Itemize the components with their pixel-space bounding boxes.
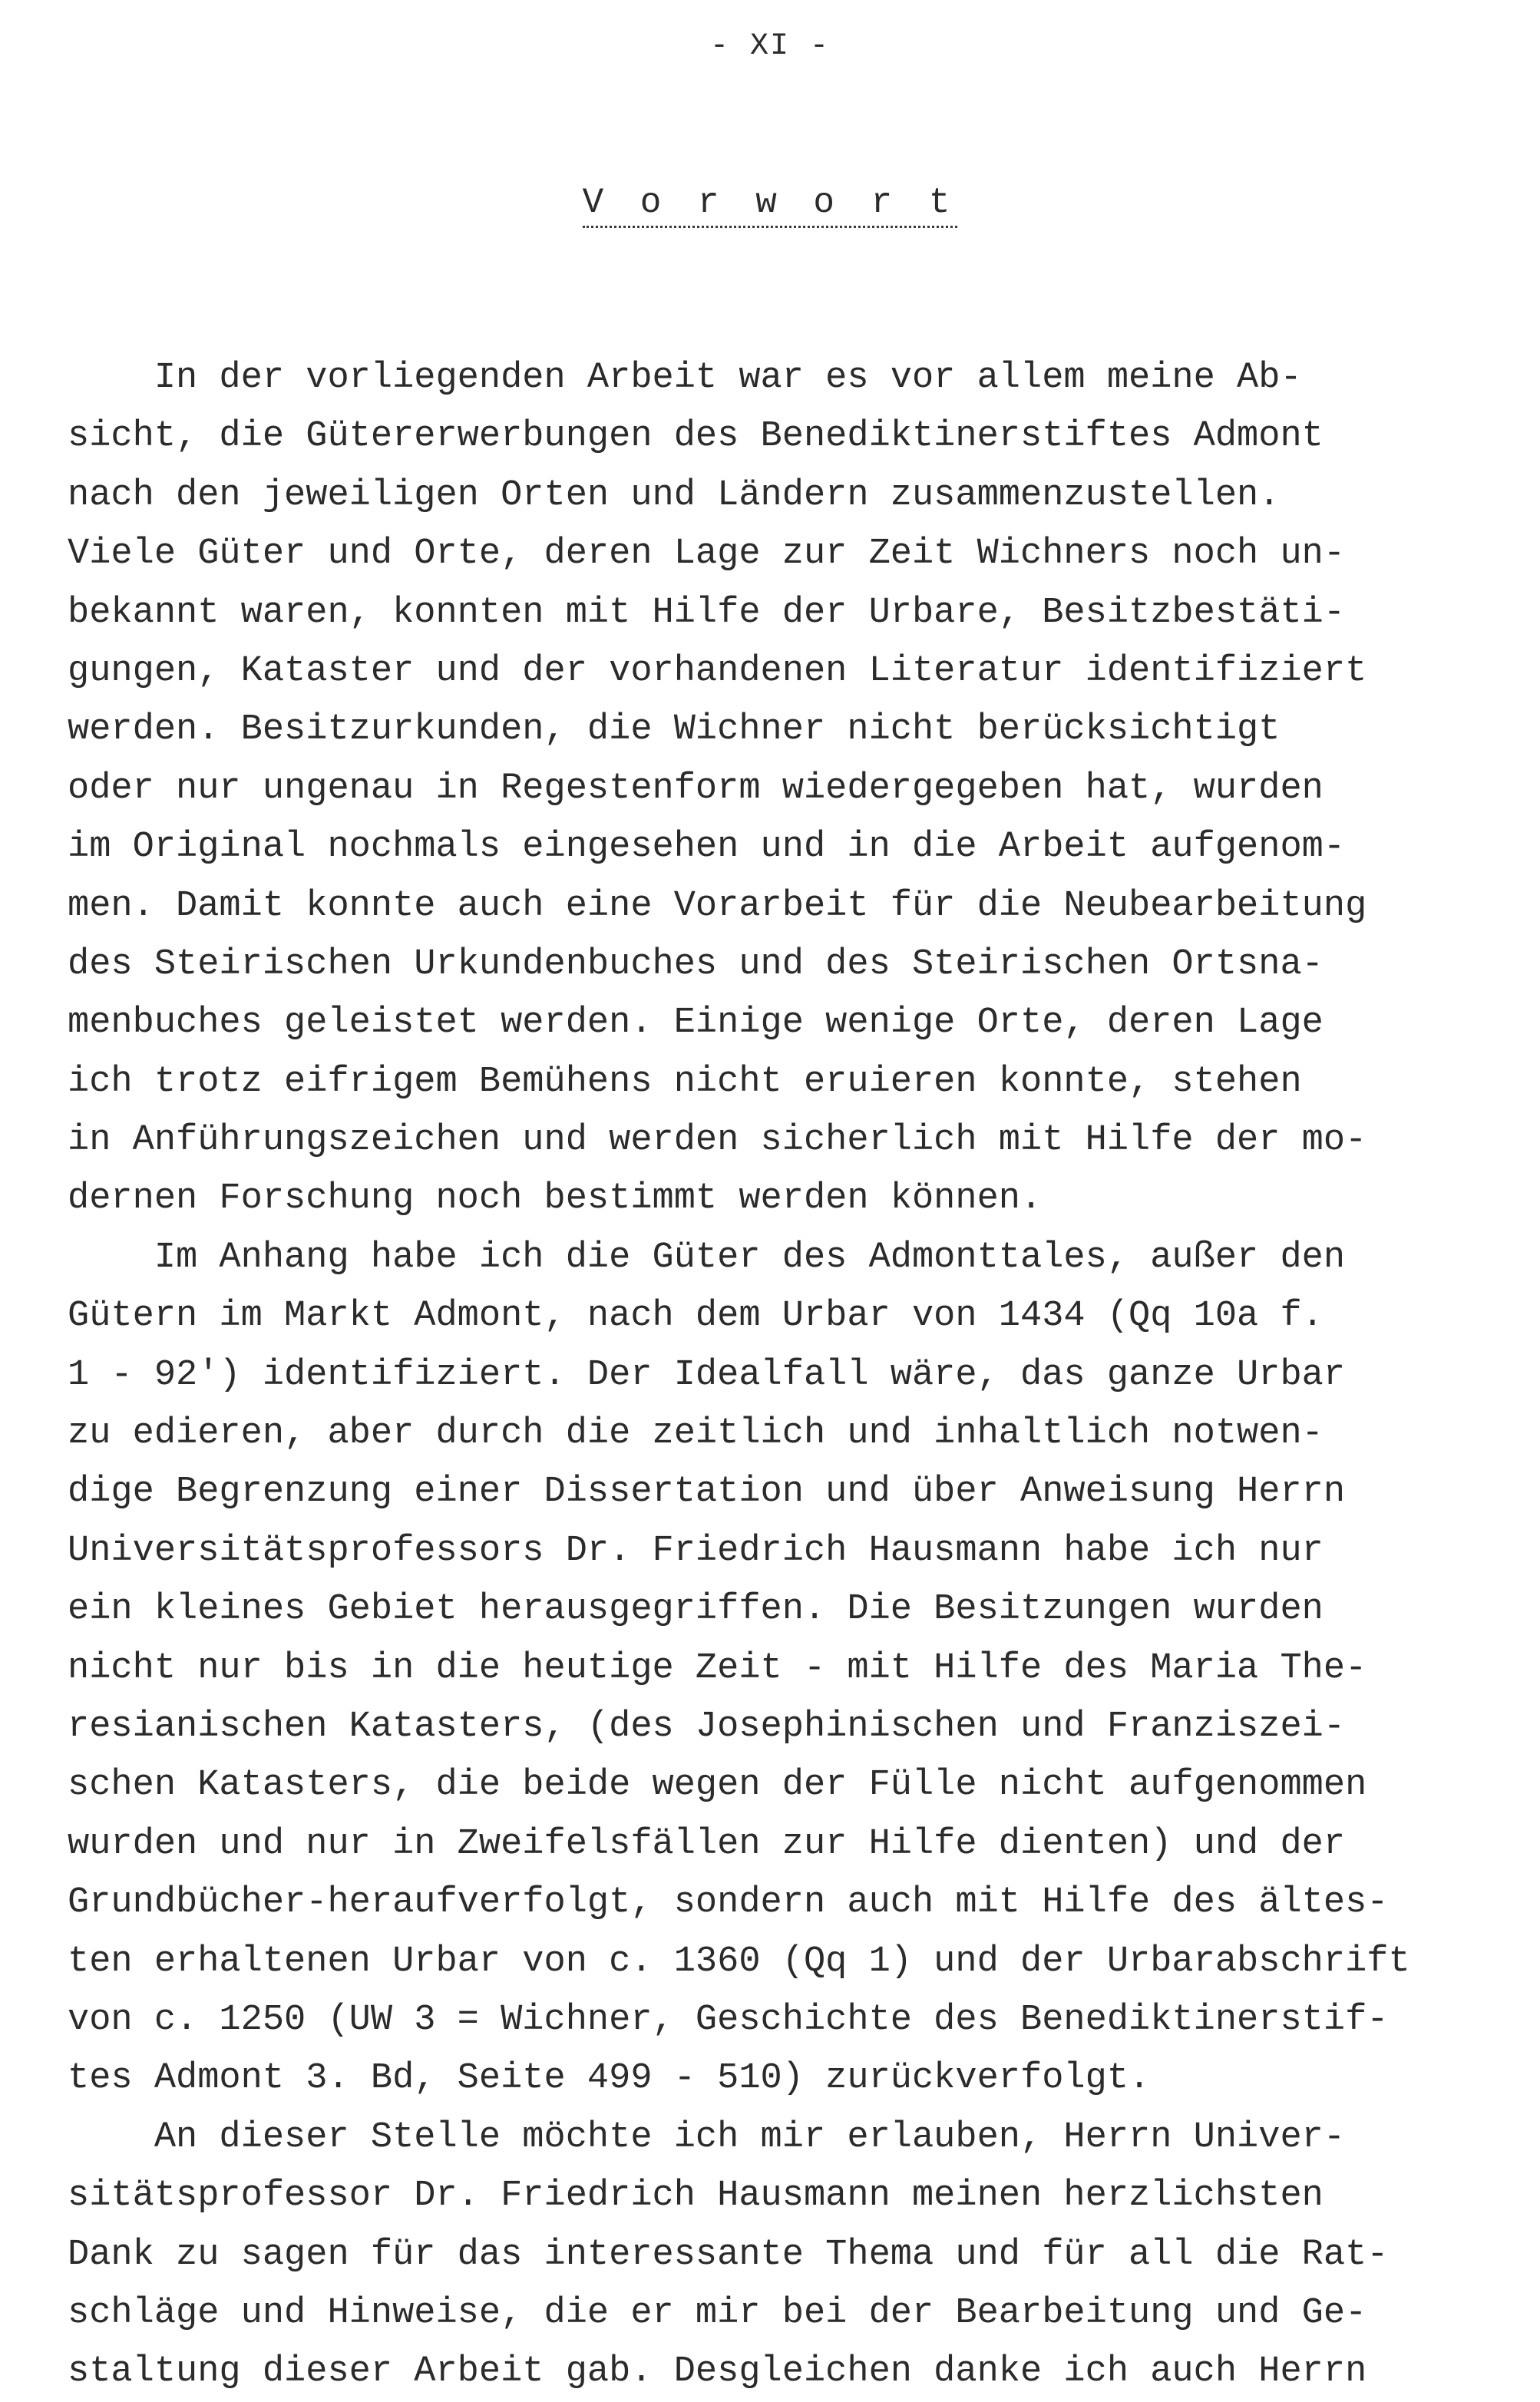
text-line: resianischen Katasters, (des Josephinischen und Franziszei- (68, 1706, 1346, 1747)
text-line: men. Damit konnte auch eine Vorarbeit für die Neubearbeitung (68, 885, 1367, 927)
text-line: dernen Forschung noch bestimmt werden können. (68, 1178, 1043, 1220)
text-line: werden. Besitzurkunden, die Wichner nicht berücksichtigt (68, 709, 1281, 751)
text-line: sitätsprofessor Dr. Friedrich Hausmann meinen herzlichsten (68, 2176, 1324, 2217)
text-line: nicht nur bis in die heutige Zeit - mit Hilfe des Maria The- (68, 1647, 1367, 1689)
text-line: tes Admont 3. Bd, Seite 499 - 510) zurückverfolgt. (68, 2058, 1151, 2100)
text-line: gungen, Kataster und der vorhandenen Literatur identifiziert (68, 650, 1367, 692)
text-line: im Original nochmals eingesehen und in die Arbeit aufgenom- (68, 827, 1346, 868)
text-line: schläge und Hinweise, die er mir bei der Bearbeitung und Ge- (68, 2292, 1367, 2334)
text-line: Gütern im Markt Admont, nach dem Urbar von 1434 (Qq 10a f. (68, 1296, 1324, 1337)
text-line: ein kleines Gebiet herausgegriffen. Die Besitzungen wurden (68, 1589, 1324, 1631)
page-title-text: V o r w o r t (583, 183, 958, 228)
text-line: Dank zu sagen für das interessante Thema und für all die Rat- (68, 2234, 1389, 2275)
body-text (68, 349, 1511, 2402)
text-line: staltung dieser Arbeit gab. Desgleichen danke ich auch Herrn (68, 2351, 1367, 2393)
text-line: Im Anhang habe ich die Güter des Admonttales, außer den (68, 1237, 1346, 1278)
page-number: - XI - (709, 29, 831, 64)
text-line: oder nur ungenau in Regestenform wiedergegeben hat, wurden (68, 768, 1324, 809)
text-line: Universitätsprofessors Dr. Friedrich Hausmann habe ich nur (68, 1530, 1324, 1571)
text-line: An dieser Stelle möchte ich mir erlauben, Herrn Univer- (68, 2116, 1346, 2158)
text-line: ich trotz eifrigem Bemühens nicht eruieren konnte, stehen (68, 1061, 1302, 1102)
text-line: Grundbücher-heraufverfolgt, sondern auch mit Hilfe des ältes- (68, 1882, 1389, 1924)
text-line: menbuches geleistet werden. Einige wenige Orte, deren Lage (68, 1003, 1324, 1044)
text-line: nach den jeweiligen Orten und Ländern zusammenzustellen. (68, 474, 1281, 516)
text-line: von c. 1250 (UW 3 = Wichner, Geschichte des Benediktinerstif- (68, 1999, 1389, 2040)
text-line: in Anführungszeichen und werden sicherlich mit Hilfe der mo- (68, 1120, 1367, 1161)
text-line: zu edieren, aber durch die zeitlich und inhaltlich notwen- (68, 1413, 1324, 1455)
page-title (0, 183, 1540, 223)
text-line: bekannt waren, konnten mit Hilfe der Urbare, Besitzbestäti- (68, 592, 1346, 633)
text-line: Viele Güter und Orte, deren Lage zur Zeit Wichners noch un- (68, 534, 1346, 575)
text-line: ten erhaltenen Urbar von c. 1360 (Qq 1) und der Urbarabschrift (68, 1941, 1410, 1982)
text-line: dige Begrenzung einer Dissertation und über Anweisung Herrn (68, 1472, 1346, 1513)
text-line: In der vorliegenden Arbeit war es vor allem meine Ab- (68, 358, 1302, 398)
text-line: schen Katasters, die beide wegen der Fülle nicht aufgenommen (68, 1765, 1367, 1806)
text-line: sicht, die Gütererwerbungen des Benediktinerstiftes Admont (68, 416, 1324, 458)
text-line: des Steirischen Urkundenbuches und des Steirischen Ortsna- (68, 943, 1324, 985)
text-line: wurden und nur in Zweifelsfällen zur Hilfe dienten) und der (68, 1823, 1346, 1865)
text-line: 1 - 92') identifiziert. Der Idealfall wäre, das ganze Urbar (68, 1354, 1346, 1396)
